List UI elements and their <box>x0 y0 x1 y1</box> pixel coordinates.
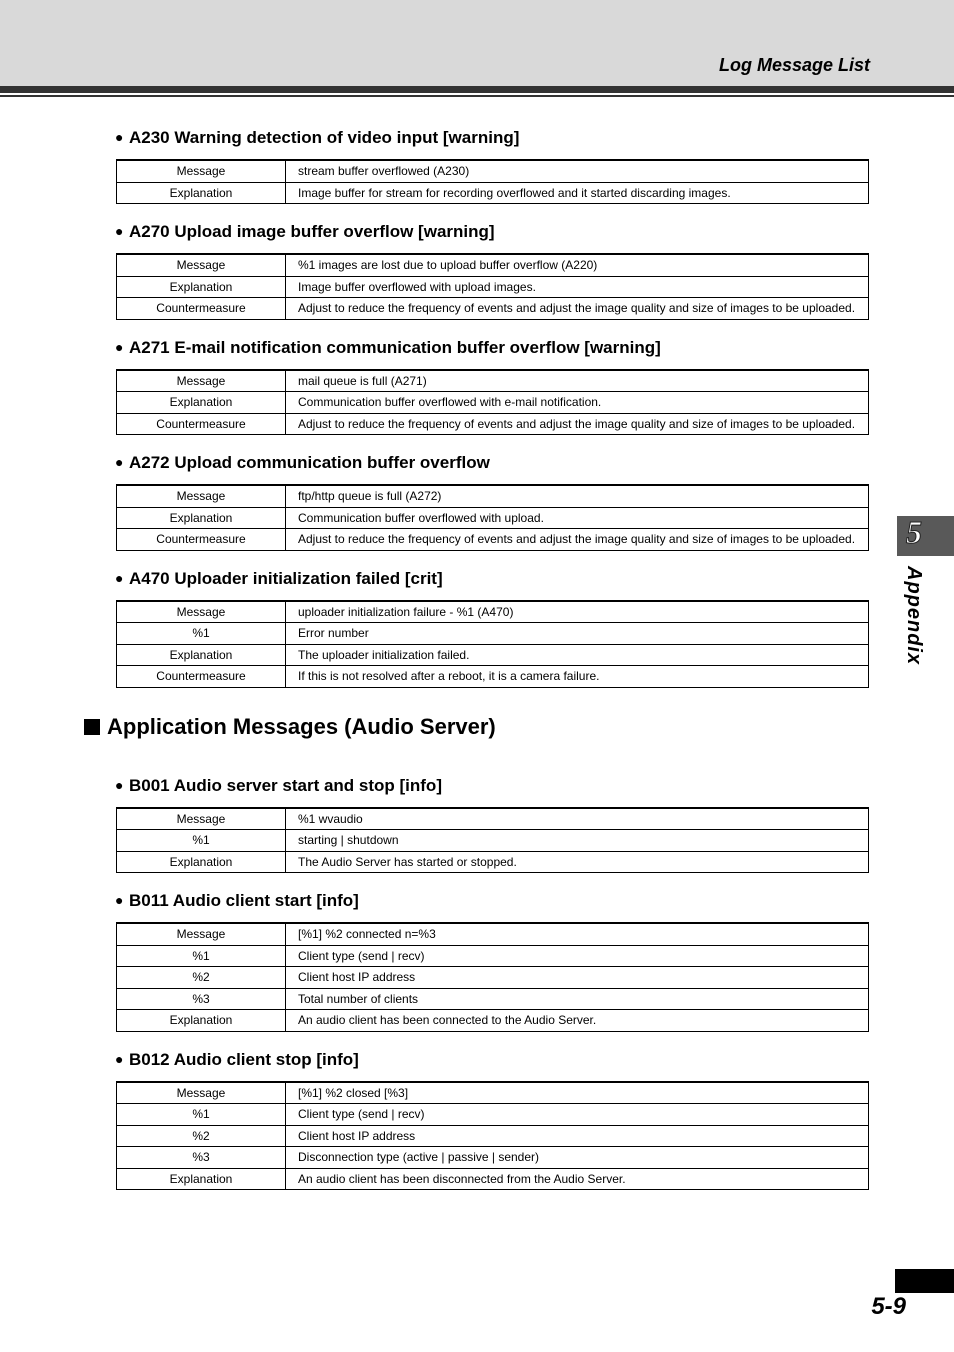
section-heading <box>115 220 869 243</box>
table-row <box>117 830 869 852</box>
row-key: Explanation <box>117 644 286 666</box>
log-section <box>116 126 869 204</box>
section-title: A272 Upload communication buffer overflow <box>129 453 490 472</box>
section-title: A271 E-mail notification communication buffer overflow [warning] <box>129 337 661 357</box>
section-heading <box>115 567 869 590</box>
header-title: Log Message List <box>718 55 870 75</box>
log-table <box>116 600 869 688</box>
section-heading <box>115 889 869 912</box>
log-table <box>116 253 869 320</box>
section-heading <box>115 336 869 359</box>
row-key: Message <box>117 370 286 392</box>
section-heading <box>115 774 869 797</box>
main-heading <box>84 714 869 740</box>
row-value: stream buffer overflowed (A230) <box>286 160 869 182</box>
row-value: The Audio Server has started or stopped. <box>286 851 869 873</box>
section-title: A270 Upload image buffer overflow [warning] <box>129 222 495 241</box>
row-value: The uploader initialization failed. <box>286 644 869 666</box>
page-content <box>107 126 869 1206</box>
circle-bullet-icon: ● <box>115 1050 124 1067</box>
row-value: Client host IP address <box>286 967 869 989</box>
row-value: ftp/http queue is full (A272) <box>286 485 869 507</box>
row-key: %2 <box>117 967 286 989</box>
row-key: Message <box>117 160 286 182</box>
main-heading-text: Application Messages (Audio Server) <box>107 713 496 739</box>
table-row <box>117 1082 869 1104</box>
log-section <box>116 336 869 436</box>
circle-bullet-icon: ● <box>115 129 124 145</box>
row-value: Image buffer for stream for recording overflowed and it started discarding images. <box>286 182 869 204</box>
log-table <box>116 1081 869 1191</box>
row-key: Countermeasure <box>117 666 286 688</box>
row-value: Client host IP address <box>286 1125 869 1147</box>
table-row <box>117 967 869 989</box>
row-key: %3 <box>117 988 286 1010</box>
page-number: 5-9 <box>871 1293 906 1320</box>
row-key: %1 <box>117 830 286 852</box>
row-value: Disconnection type (active | passive | sender) <box>286 1147 869 1169</box>
circle-bullet-icon: ● <box>115 454 124 470</box>
section-heading <box>115 126 869 149</box>
row-value: [%1] %2 closed [%3] <box>286 1082 869 1104</box>
log-table <box>116 922 869 1032</box>
row-key: Message <box>117 601 286 623</box>
log-section <box>116 889 869 1032</box>
section-title: A230 Warning detection of video input [warning] <box>129 128 520 147</box>
circle-bullet-icon: ● <box>115 338 124 355</box>
circle-bullet-icon: ● <box>115 776 124 793</box>
table-row <box>117 254 869 276</box>
row-key: Explanation <box>117 1010 286 1032</box>
row-value: An audio client has been disconnected from the Audio Server. <box>286 1168 869 1190</box>
row-key: %1 <box>117 623 286 645</box>
row-key: Explanation <box>117 182 286 204</box>
row-value: Client type (send | recv) <box>286 945 869 967</box>
table-row <box>117 485 869 507</box>
row-value: mail queue is full (A271) <box>286 370 869 392</box>
section-title: B012 Audio client stop [info] <box>129 1049 359 1069</box>
table-row <box>117 392 869 414</box>
table-row <box>117 601 869 623</box>
table-row <box>117 160 869 182</box>
table-row <box>117 644 869 666</box>
log-table <box>116 484 869 551</box>
table-row <box>117 370 869 392</box>
row-key: Message <box>117 808 286 830</box>
section-heading <box>115 451 869 474</box>
circle-bullet-icon: ● <box>115 569 124 586</box>
row-key: Explanation <box>117 507 286 529</box>
table-row <box>117 1168 869 1190</box>
audio-sections <box>116 774 869 1191</box>
row-value: Adjust to reduce the frequency of events and adjust the image quality and size of images to be uploaded. <box>286 529 869 551</box>
table-row <box>117 1125 869 1147</box>
row-key: Explanation <box>117 392 286 414</box>
table-row <box>117 276 869 298</box>
log-table <box>116 807 869 874</box>
table-row <box>117 945 869 967</box>
row-value: Adjust to reduce the frequency of events and adjust the image quality and size of images to be uploaded. <box>286 298 869 320</box>
circle-bullet-icon: ● <box>115 223 124 239</box>
row-value: Total number of clients <box>286 988 869 1010</box>
table-row <box>117 413 869 435</box>
section-title: B001 Audio server start and stop [info] <box>129 775 442 795</box>
chapter-label: Appendix <box>903 566 925 666</box>
table-row <box>117 507 869 529</box>
row-value: If this is not resolved after a reboot, it is a camera failure. <box>286 666 869 688</box>
table-row <box>117 1010 869 1032</box>
row-key: Explanation <box>117 851 286 873</box>
table-row <box>117 666 869 688</box>
row-value: uploader initialization failure - %1 (A470) <box>286 601 869 623</box>
page-tab <box>895 1269 954 1293</box>
row-value: [%1] %2 connected n=%3 <box>286 923 869 945</box>
log-section <box>116 220 869 320</box>
table-row <box>117 808 869 830</box>
square-bullet-icon <box>84 719 100 735</box>
log-section <box>116 774 869 874</box>
row-value: %1 images are lost due to upload buffer overflow (A220) <box>286 254 869 276</box>
row-key: Message <box>117 923 286 945</box>
table-row <box>117 623 869 645</box>
log-table <box>116 369 869 436</box>
section-title: A470 Uploader initialization failed [crit] <box>129 568 443 588</box>
row-key: %1 <box>117 1104 286 1126</box>
row-key: Countermeasure <box>117 298 286 320</box>
table-row <box>117 182 869 204</box>
header-rule-thick <box>0 86 954 93</box>
row-value: Client type (send | recv) <box>286 1104 869 1126</box>
row-key: %2 <box>117 1125 286 1147</box>
table-row <box>117 298 869 320</box>
row-value: Adjust to reduce the frequency of events and adjust the image quality and size of images to be uploaded. <box>286 413 869 435</box>
row-key: %1 <box>117 945 286 967</box>
chapter-number: 5 <box>906 514 922 550</box>
row-value: Communication buffer overflowed with upload. <box>286 507 869 529</box>
log-section <box>116 1048 869 1191</box>
section-title: B011 Audio client start [info] <box>129 891 359 910</box>
row-key: Explanation <box>117 276 286 298</box>
log-section <box>116 567 869 688</box>
table-row <box>117 988 869 1010</box>
table-row <box>117 923 869 945</box>
row-value: An audio client has been connected to the Audio Server. <box>286 1010 869 1032</box>
row-key: Message <box>117 485 286 507</box>
log-section <box>116 451 869 551</box>
row-value: Error number <box>286 623 869 645</box>
circle-bullet-icon: ● <box>115 892 124 908</box>
row-value: Communication buffer overflowed with e-mail notification. <box>286 392 869 414</box>
row-key: %3 <box>117 1147 286 1169</box>
row-key: Message <box>117 1082 286 1104</box>
header-rule-thin <box>0 95 954 97</box>
row-key: Countermeasure <box>117 529 286 551</box>
row-value: Image buffer overflowed with upload images. <box>286 276 869 298</box>
row-key: Countermeasure <box>117 413 286 435</box>
top-sections <box>116 126 869 688</box>
table-row <box>117 851 869 873</box>
row-value: %1 wvaudio <box>286 808 869 830</box>
table-row <box>117 1104 869 1126</box>
table-row <box>117 1147 869 1169</box>
table-row <box>117 529 869 551</box>
section-heading <box>115 1048 869 1071</box>
log-table <box>116 159 869 204</box>
row-value: starting | shutdown <box>286 830 869 852</box>
row-key: Explanation <box>117 1168 286 1190</box>
row-key: Message <box>117 254 286 276</box>
